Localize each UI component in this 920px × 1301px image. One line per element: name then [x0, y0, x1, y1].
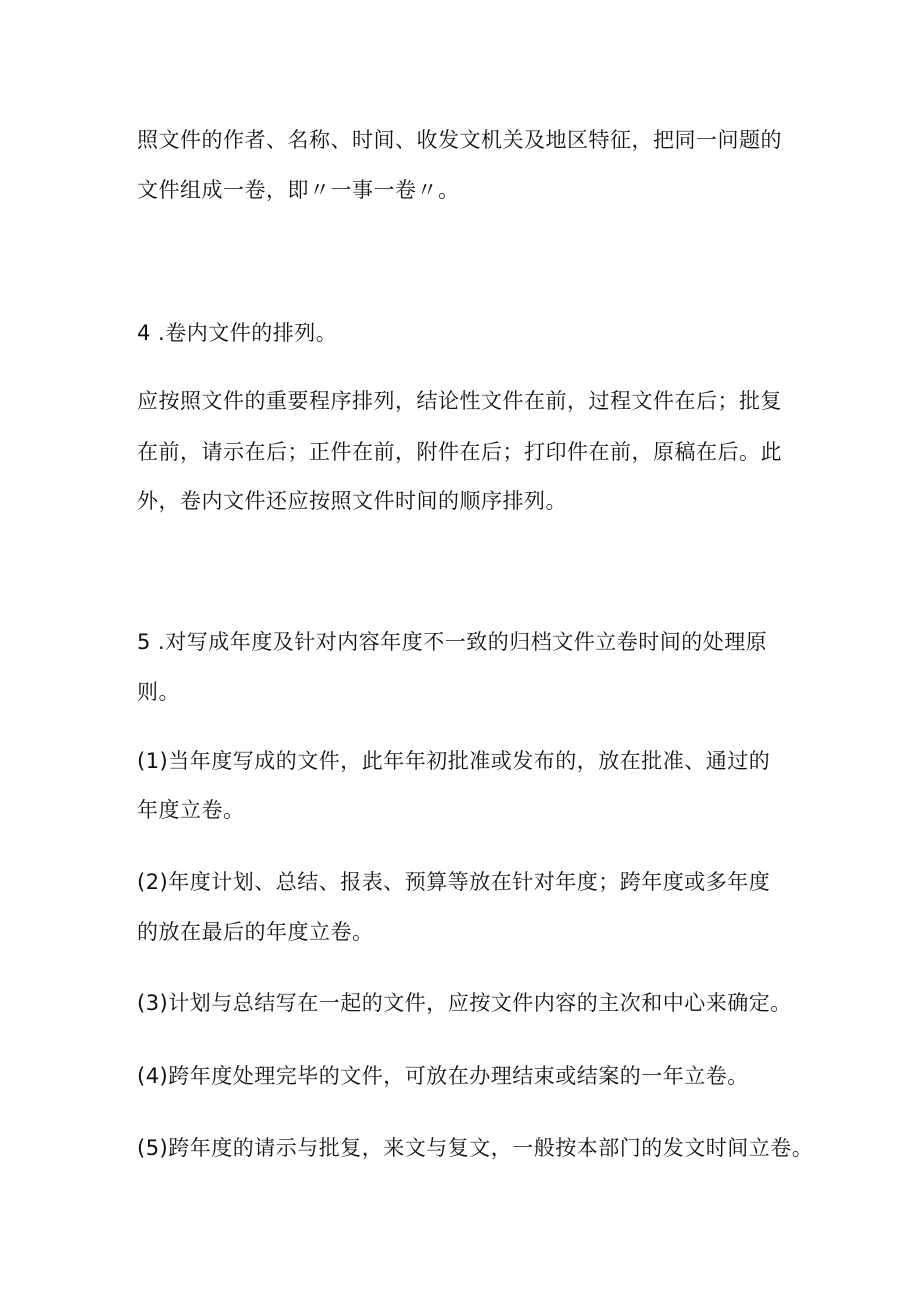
- intro-line-2: 文件组成一卷，即〃一事一卷〃。: [137, 178, 460, 202]
- section-4-line-3: 外，卷内文件还应按照文件时间的顺序排列。: [137, 489, 567, 513]
- item-1-line-1: (1)当年度写成的文件，此年年初批准或发布的，放在批准、通过的: [137, 749, 771, 773]
- item-5: (5)跨年度的请示与批复，来文与复文，一般按本部门的发文时间立卷。: [137, 1136, 814, 1160]
- section-4-line-2: 在前，请示在后；正件在前，附件在后；打印件在前，原稿在后。此: [137, 440, 782, 464]
- item-1-line-2: 年度立卷。: [137, 798, 245, 822]
- section-4-heading: 4 .卷内文件的排列。: [137, 321, 338, 345]
- section-5-heading-line-1: 5 .对写成年度及针对内容年度不一致的归档文件立卷时间的处理原: [137, 630, 768, 654]
- intro-line-1: 照文件的作者、名称、时间、收发文机关及地区特征，把同一问题的: [137, 128, 782, 152]
- item-2-line-1: (2)年度计划、总结、报表、预算等放在针对年度；跨年度或多年度: [137, 870, 771, 894]
- item-2-line-2: 的放在最后的年度立卷。: [137, 920, 374, 944]
- item-3: (3)计划与总结写在一起的文件，应按文件内容的主次和中心来确定。: [137, 991, 792, 1015]
- section-4-line-1: 应按照文件的重要程序排列，结论性文件在前，过程文件在后；批复: [137, 389, 782, 413]
- section-5-heading-line-2: 则。: [137, 680, 180, 704]
- item-4: (4)跨年度处理完毕的文件，可放在办理结束或结案的一年立卷。: [137, 1064, 749, 1088]
